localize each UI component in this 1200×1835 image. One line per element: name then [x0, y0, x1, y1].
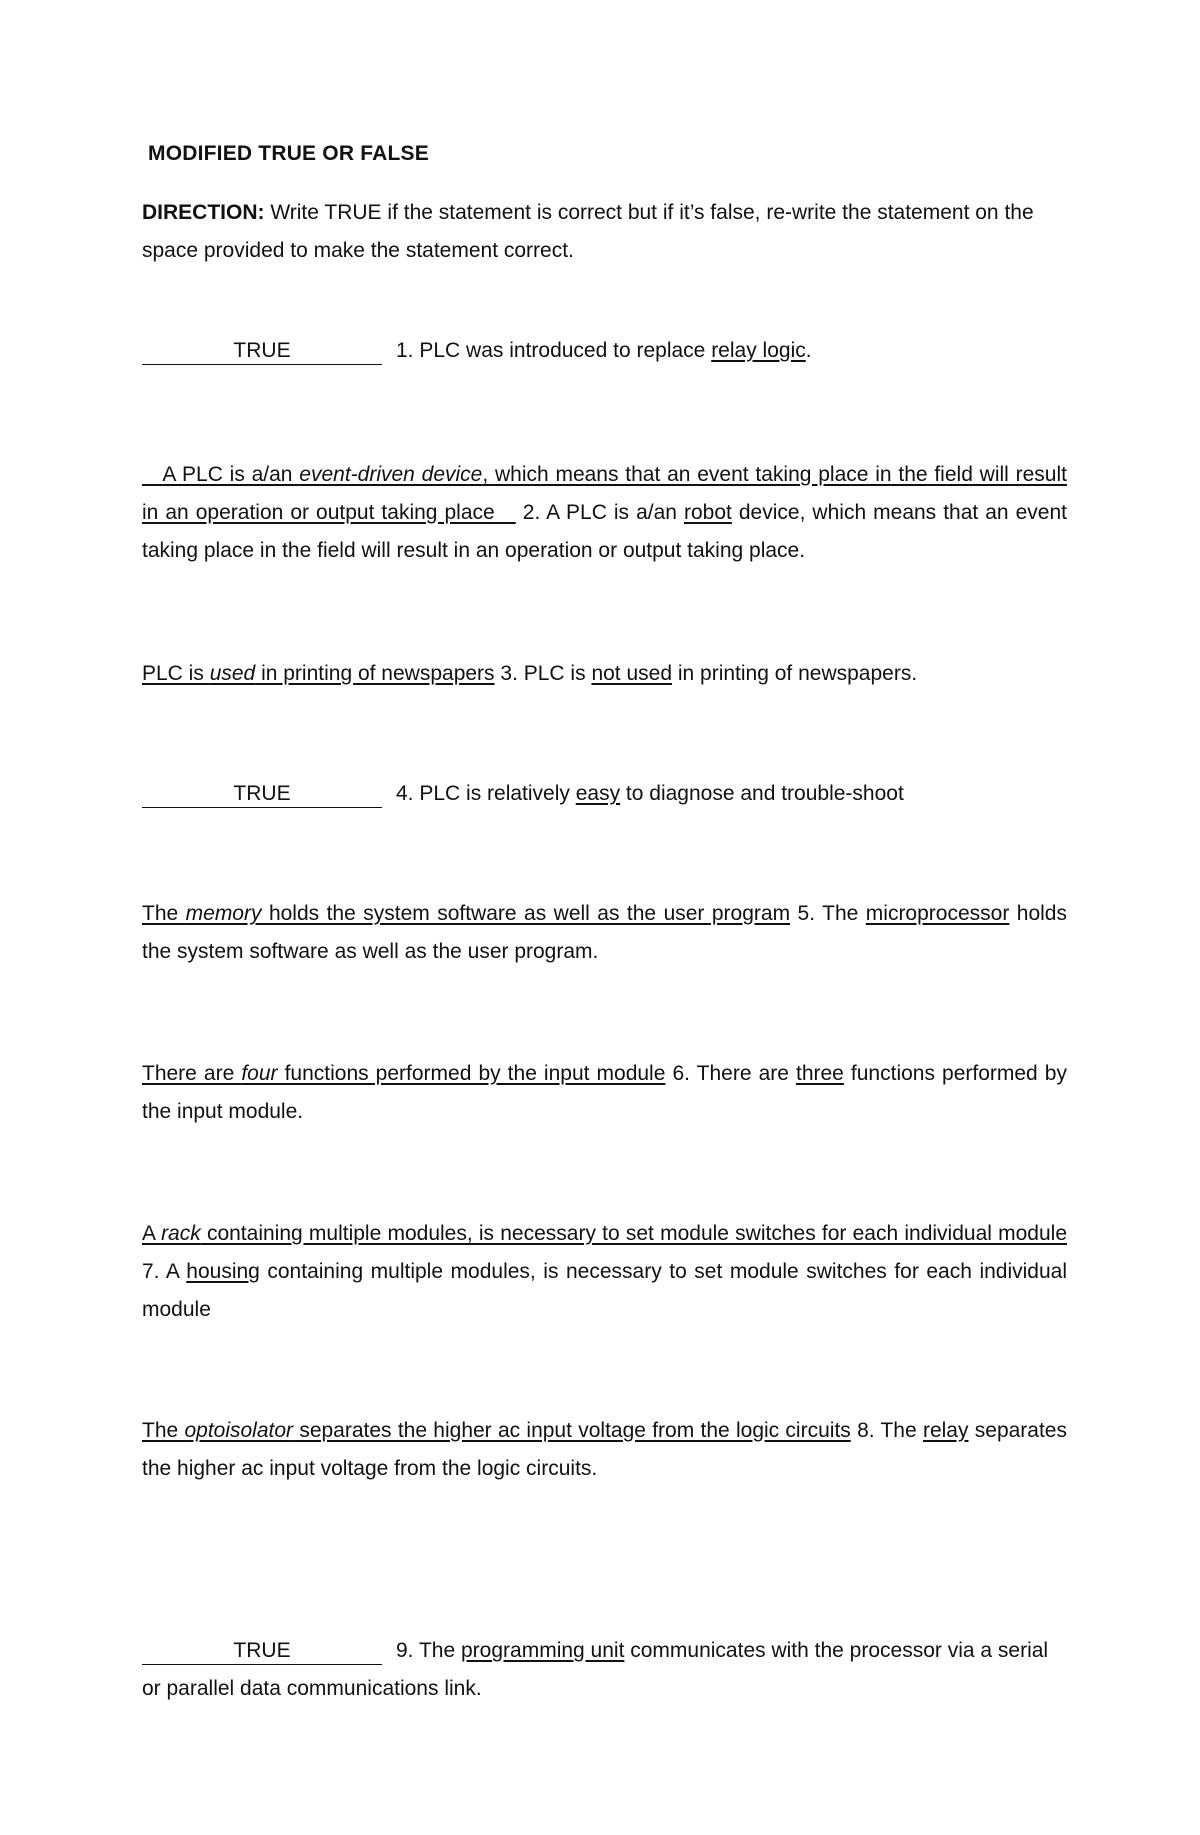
answer-key-8: optoisolator [184, 1419, 294, 1442]
answer-blank-9: TRUE [142, 1638, 382, 1665]
direction-label: DIRECTION: [142, 201, 265, 224]
answer-key-7: rack [161, 1222, 201, 1245]
answer-pre-8: The [142, 1419, 185, 1442]
question-number-1: 1. [396, 339, 414, 362]
question-number-4: 4. [396, 782, 414, 805]
question-item-4 [142, 775, 1067, 813]
question-item-8 [142, 1412, 1067, 1488]
question-number-6: 6. [672, 1062, 690, 1085]
answer-key-6: four [241, 1062, 278, 1085]
question-item-9 [142, 1632, 1067, 1708]
answer-pre-7: A [142, 1222, 162, 1245]
question-number-8: 8. [857, 1419, 875, 1442]
answer-post-3: in printing of newspapers [255, 662, 495, 685]
answer-text-6 [142, 1062, 665, 1085]
question-item-5 [142, 895, 1067, 971]
answer-post-7: containing multiple modules, is necessary to set module switches for each individual module [200, 1222, 1067, 1245]
question-keyword-9: programming unit [461, 1639, 625, 1662]
question-keyword-6: three [795, 1062, 844, 1085]
question-number-2: 2. [522, 501, 541, 524]
answer-post-6: functions performed by the input module [277, 1062, 666, 1085]
answer-post-8: separates the higher ac input voltage from the logic circuits [293, 1419, 851, 1442]
answer-pre-2: A PLC is a/an [162, 463, 300, 486]
answer-text-5 [142, 902, 790, 925]
question-item-3 [142, 655, 1067, 693]
answer-pre-5: The [142, 902, 186, 925]
question-item-2 [142, 456, 1067, 570]
question-text-pre-9: The [413, 1639, 461, 1662]
answer-text-8 [142, 1419, 851, 1442]
question-text-pre-4: PLC is relatively [413, 782, 576, 805]
question-number-5: 5. [797, 902, 816, 925]
question-text-pre-7: A [159, 1260, 187, 1283]
question-text-pre-8: The [874, 1419, 923, 1442]
answer-blank-1: TRUE [142, 338, 382, 365]
question-text-post-1: . [805, 339, 812, 362]
answer-text-7 [142, 1222, 1067, 1245]
question-text-pre-2: A PLC is a/an [540, 501, 684, 524]
question-text-pre-5: The [815, 902, 866, 925]
answer-post-5: holds the system software as well as the user program [261, 902, 791, 925]
question-item-1 [142, 332, 1067, 370]
answer-post-2: , which means that an event taking place in the field will result in an operation or output taking place [142, 463, 1067, 524]
question-keyword-7: housing [186, 1260, 260, 1283]
answer-pre-6: There are [142, 1062, 242, 1085]
answer-key-2: event-driven device [299, 463, 483, 486]
question-text-post-4: to diagnose and trouble-shoot [620, 782, 904, 805]
question-keyword-5: microprocessor [865, 902, 1010, 925]
question-text-post-2: device, which means that an event taking place in the field will result in an operation or output taking place. [142, 501, 1067, 562]
question-text-pre-6: There are [689, 1062, 796, 1085]
answer-pre-3: PLC is [142, 662, 210, 685]
question-text-post-3: in printing of newspapers. [672, 662, 918, 685]
answer-text-3 [142, 662, 495, 685]
question-number-3: 3. [500, 662, 518, 685]
question-keyword-1: relay logic [711, 339, 806, 362]
question-item-6 [142, 1055, 1067, 1131]
question-number-9: 9. [396, 1639, 414, 1662]
direction-paragraph [142, 194, 1067, 270]
question-number-7: 7. [142, 1260, 160, 1283]
question-keyword-4: easy [575, 782, 621, 805]
answer-key-3: used [209, 662, 256, 685]
answer-key-5: memory [185, 902, 262, 925]
page-title: MODIFIED TRUE OR FALSE [148, 142, 429, 165]
question-text-post-9: communicates with the processor via a serial or parallel data communications link. [142, 1639, 1049, 1700]
question-text-pre-1: PLC was introduced to replace [413, 339, 712, 362]
question-text-post-8: separates the higher ac input voltage from the logic circuits. [142, 1419, 1067, 1480]
question-text-post-7: containing multiple modules, is necessary to set module switches for each individual module [142, 1260, 1067, 1321]
direction-text: Write TRUE if the statement is correct but if it’s false, re-write the statement on the space provided to make the statement correct. [142, 201, 1034, 262]
question-keyword-8: relay [922, 1419, 969, 1442]
question-keyword-2: robot [683, 501, 732, 524]
question-text-post-6: functions performed by the input module. [142, 1062, 1067, 1123]
question-text-post-5: holds the system software as well as the user program. [142, 902, 1067, 963]
answer-blank-4: TRUE [142, 781, 382, 808]
question-keyword-3: not used [591, 662, 673, 685]
question-text-pre-3: PLC is [517, 662, 592, 685]
question-item-7 [142, 1215, 1067, 1329]
